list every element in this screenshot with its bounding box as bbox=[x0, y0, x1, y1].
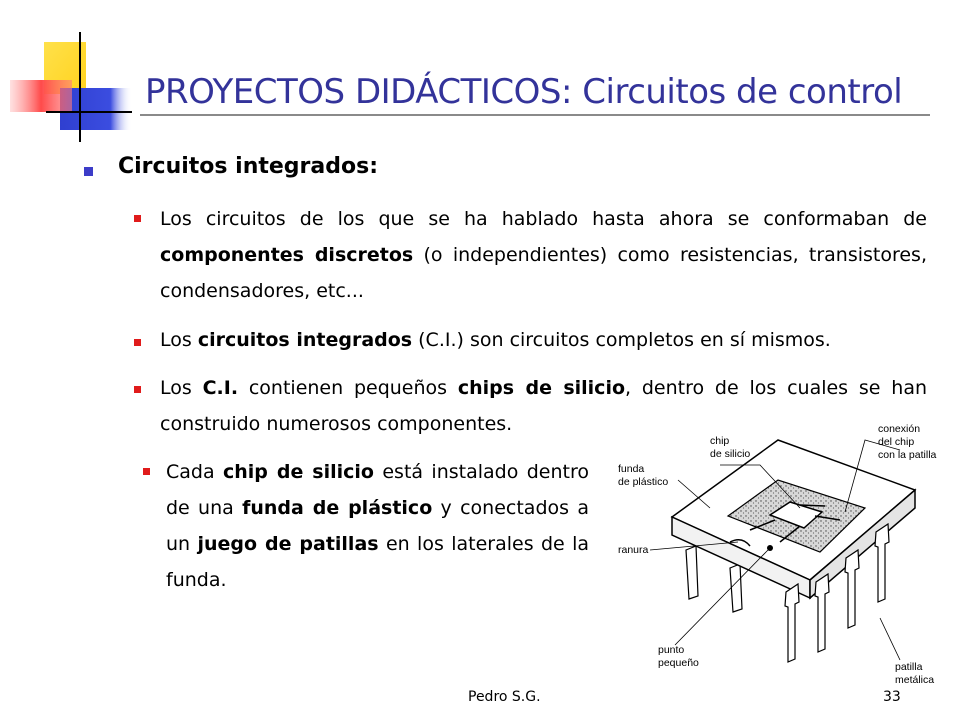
bold-text: C.I. bbox=[202, 377, 239, 399]
label-punto: punto bbox=[658, 644, 685, 656]
footer-author: Pedro S.G. bbox=[468, 689, 541, 705]
label-ranura: ranura bbox=[618, 544, 649, 556]
label-punto: pequeño bbox=[658, 657, 699, 669]
slide-logo bbox=[0, 0, 140, 150]
label-funda: funda bbox=[618, 463, 645, 475]
section-heading: Circuitos integrados: bbox=[118, 154, 379, 179]
text-run: contienen pequeños bbox=[238, 377, 458, 399]
text-run: (o independientes) como resistencias, transistores, condensadores, etc... bbox=[160, 244, 927, 302]
text-run: Cada bbox=[166, 461, 223, 483]
footer-page-number: 33 bbox=[883, 689, 901, 705]
label-conexion: del chip bbox=[878, 436, 915, 448]
label-conexion: con la patilla bbox=[878, 449, 937, 461]
title-divider bbox=[140, 114, 930, 116]
bold-text: chips de silicio bbox=[457, 377, 626, 399]
label-funda: de plástico bbox=[618, 476, 669, 488]
text-run: en los laterales de la funda. bbox=[166, 533, 589, 591]
label-chip: de silicio bbox=[710, 448, 751, 460]
bullet-marker bbox=[84, 167, 93, 176]
integrated-circuit-diagram bbox=[610, 420, 945, 705]
slide-title: PROYECTOS DIDÁCTICOS: Circuitos de control bbox=[145, 72, 903, 112]
text-run: (C.I.) son circuitos completos en sí mismos. bbox=[412, 329, 831, 351]
text-run: y conectados a un bbox=[166, 497, 589, 555]
label-conexion: conexión bbox=[878, 423, 921, 435]
bullet-marker bbox=[134, 215, 141, 222]
label-patilla: patilla bbox=[895, 661, 923, 673]
label-patilla: metálica bbox=[895, 674, 935, 686]
label-chip: chip bbox=[710, 435, 730, 447]
bold-text: funda de plástico bbox=[242, 497, 433, 519]
bold-text: juego de patillas bbox=[197, 533, 379, 555]
paragraph-circuitos-integrados bbox=[160, 322, 927, 358]
paragraph-funda-de-plastico bbox=[166, 454, 589, 598]
bullet-marker bbox=[134, 386, 141, 393]
paragraph-componentes-discretos bbox=[160, 201, 927, 309]
bullet-marker bbox=[143, 468, 150, 475]
text-run: Los bbox=[160, 377, 203, 399]
bold-text: circuitos integrados bbox=[197, 329, 413, 351]
bullet-marker bbox=[134, 339, 141, 346]
text-run: , dentro de los cuales se han construido numerosos componentes. bbox=[160, 377, 928, 435]
bold-text: chip de silicio bbox=[223, 461, 374, 483]
bold-text: componentes discretos bbox=[160, 244, 414, 266]
text-run: Los circuitos de los que se ha hablado hasta ahora se conformaban de bbox=[160, 208, 927, 230]
text-run: Los bbox=[160, 329, 198, 351]
text-run: está instalado dentro de una bbox=[166, 461, 589, 519]
